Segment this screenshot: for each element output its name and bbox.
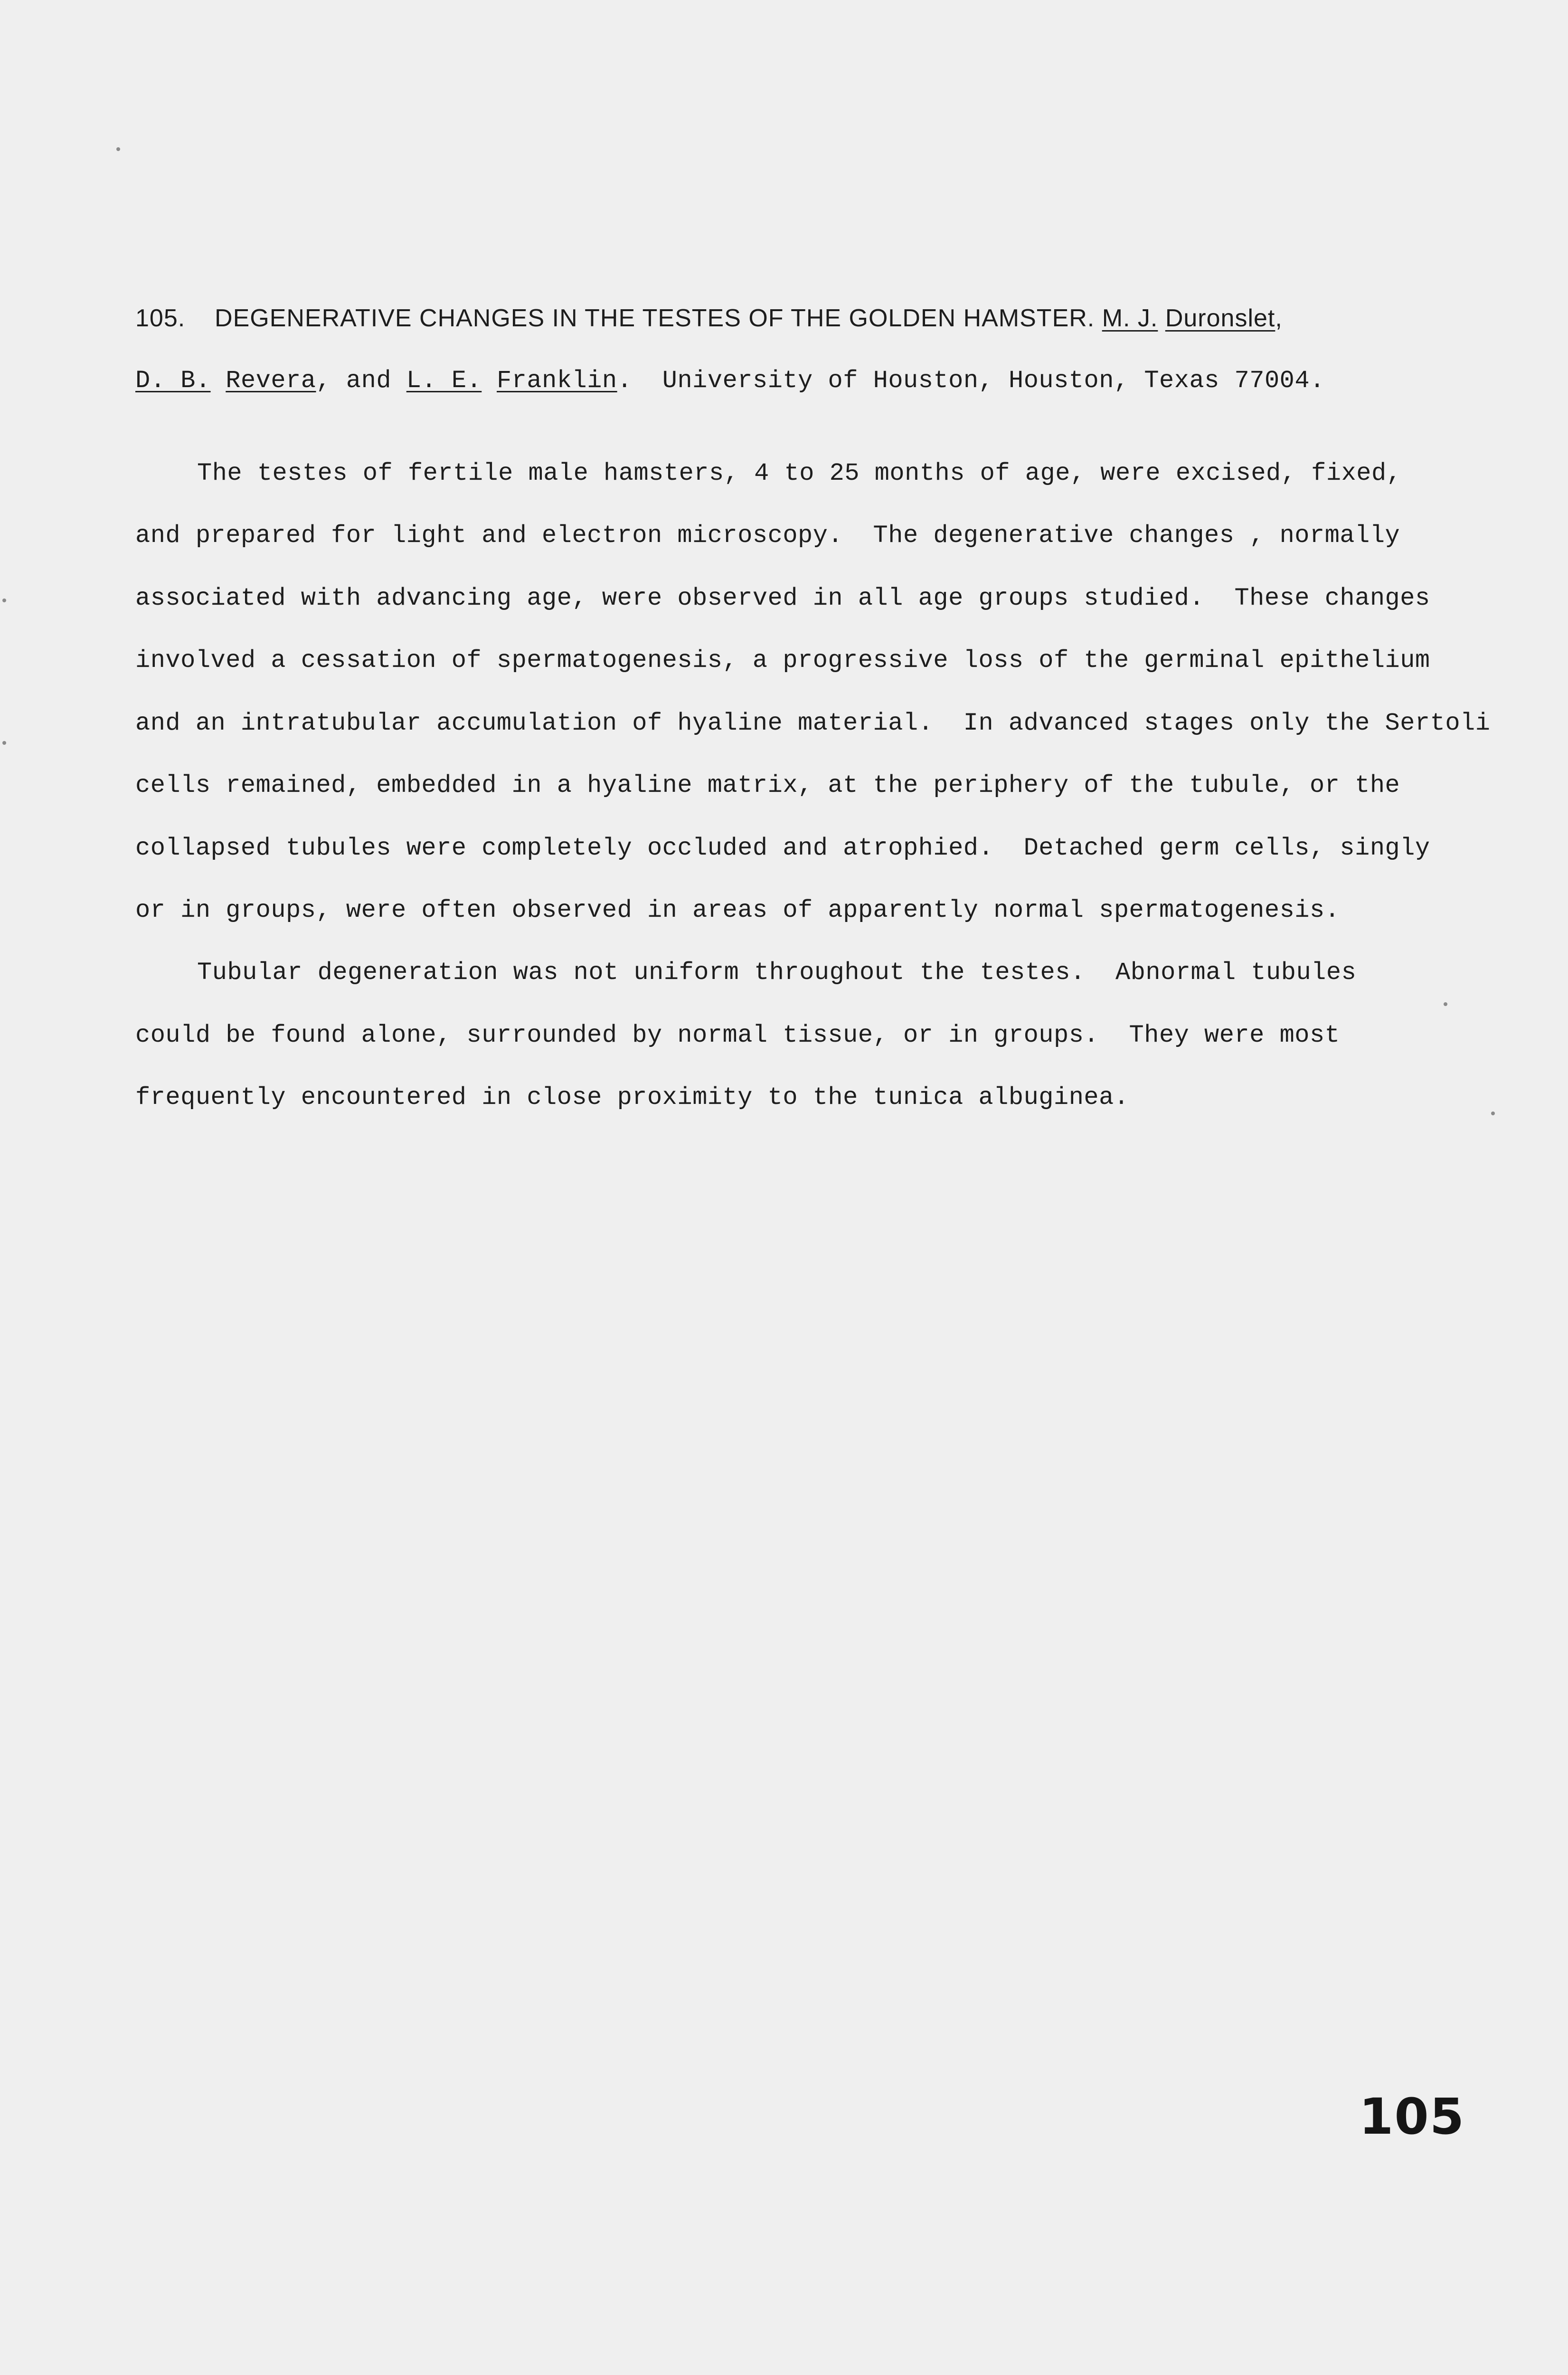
paragraph-1-line: and an intratubular accumulation of hyaline material. In advanced stages only the Sertoli: [135, 709, 1491, 737]
abstract-heading: 105. DEGENERATIVE CHANGES IN THE TESTES OF THE GOLDEN HAMSTER. M. J. Duronslet,: [135, 304, 1283, 332]
paragraph-1-line: cells remained, embedded in a hyaline matrix, at the periphery of the tubule, or the: [135, 771, 1400, 799]
paragraph-1-line: or in groups, were often observed in areas of apparently normal spermatogenesis.: [135, 896, 1340, 924]
paragraph-1-line: The testes of fertile male hamsters, 4 to 25 months of age, were excised, fixed,: [197, 459, 1402, 487]
author-1-initials: M. J.: [1102, 304, 1158, 332]
scan-speck: [1491, 1112, 1495, 1115]
paragraph-2-line: frequently encountered in close proximity to the tunica albuginea.: [135, 1083, 1129, 1112]
paragraph-2-line: Tubular degeneration was not uniform throughout the testes. Abnormal tubules: [197, 959, 1357, 987]
affiliation: University of Houston, Houston, Texas 77004.: [662, 367, 1325, 395]
authors-line: D. B. Revera, and L. E. Franklin. University of Houston, Houston, Texas 77004.: [135, 367, 1325, 395]
scan-speck: [1444, 1002, 1447, 1006]
author-2-surname: Revera: [226, 367, 316, 395]
page-number: 105: [1359, 2088, 1465, 2146]
paragraph-1-line: collapsed tubules were completely occluded and atrophied. Detached germ cells, singly: [135, 834, 1430, 862]
scan-speck: [116, 147, 120, 151]
author-3-surname: Franklin: [497, 367, 617, 395]
paragraph-2-line: could be found alone, surrounded by normal tissue, or in groups. They were most: [135, 1021, 1340, 1049]
abstract-number: 105.: [135, 304, 186, 332]
paragraph-1-line: associated with advancing age, were observed in all age groups studied. These changes: [135, 584, 1430, 612]
author-1-surname: Duronslet: [1165, 304, 1275, 332]
paragraph-1-line: and prepared for light and electron microscopy. The degenerative changes , normally: [135, 522, 1400, 550]
author-3-initials: L. E.: [406, 367, 482, 395]
paragraph-1-line: involved a cessation of spermatogenesis, a progressive loss of the germinal epithelium: [135, 646, 1430, 674]
scan-speck: [2, 598, 6, 602]
author-2-initials: D. B.: [135, 367, 211, 395]
author-joiner: and: [346, 367, 392, 395]
scan-speck: [2, 741, 6, 745]
abstract-title: DEGENERATIVE CHANGES IN THE TESTES OF THE GOLDEN HAMSTER.: [215, 304, 1095, 332]
